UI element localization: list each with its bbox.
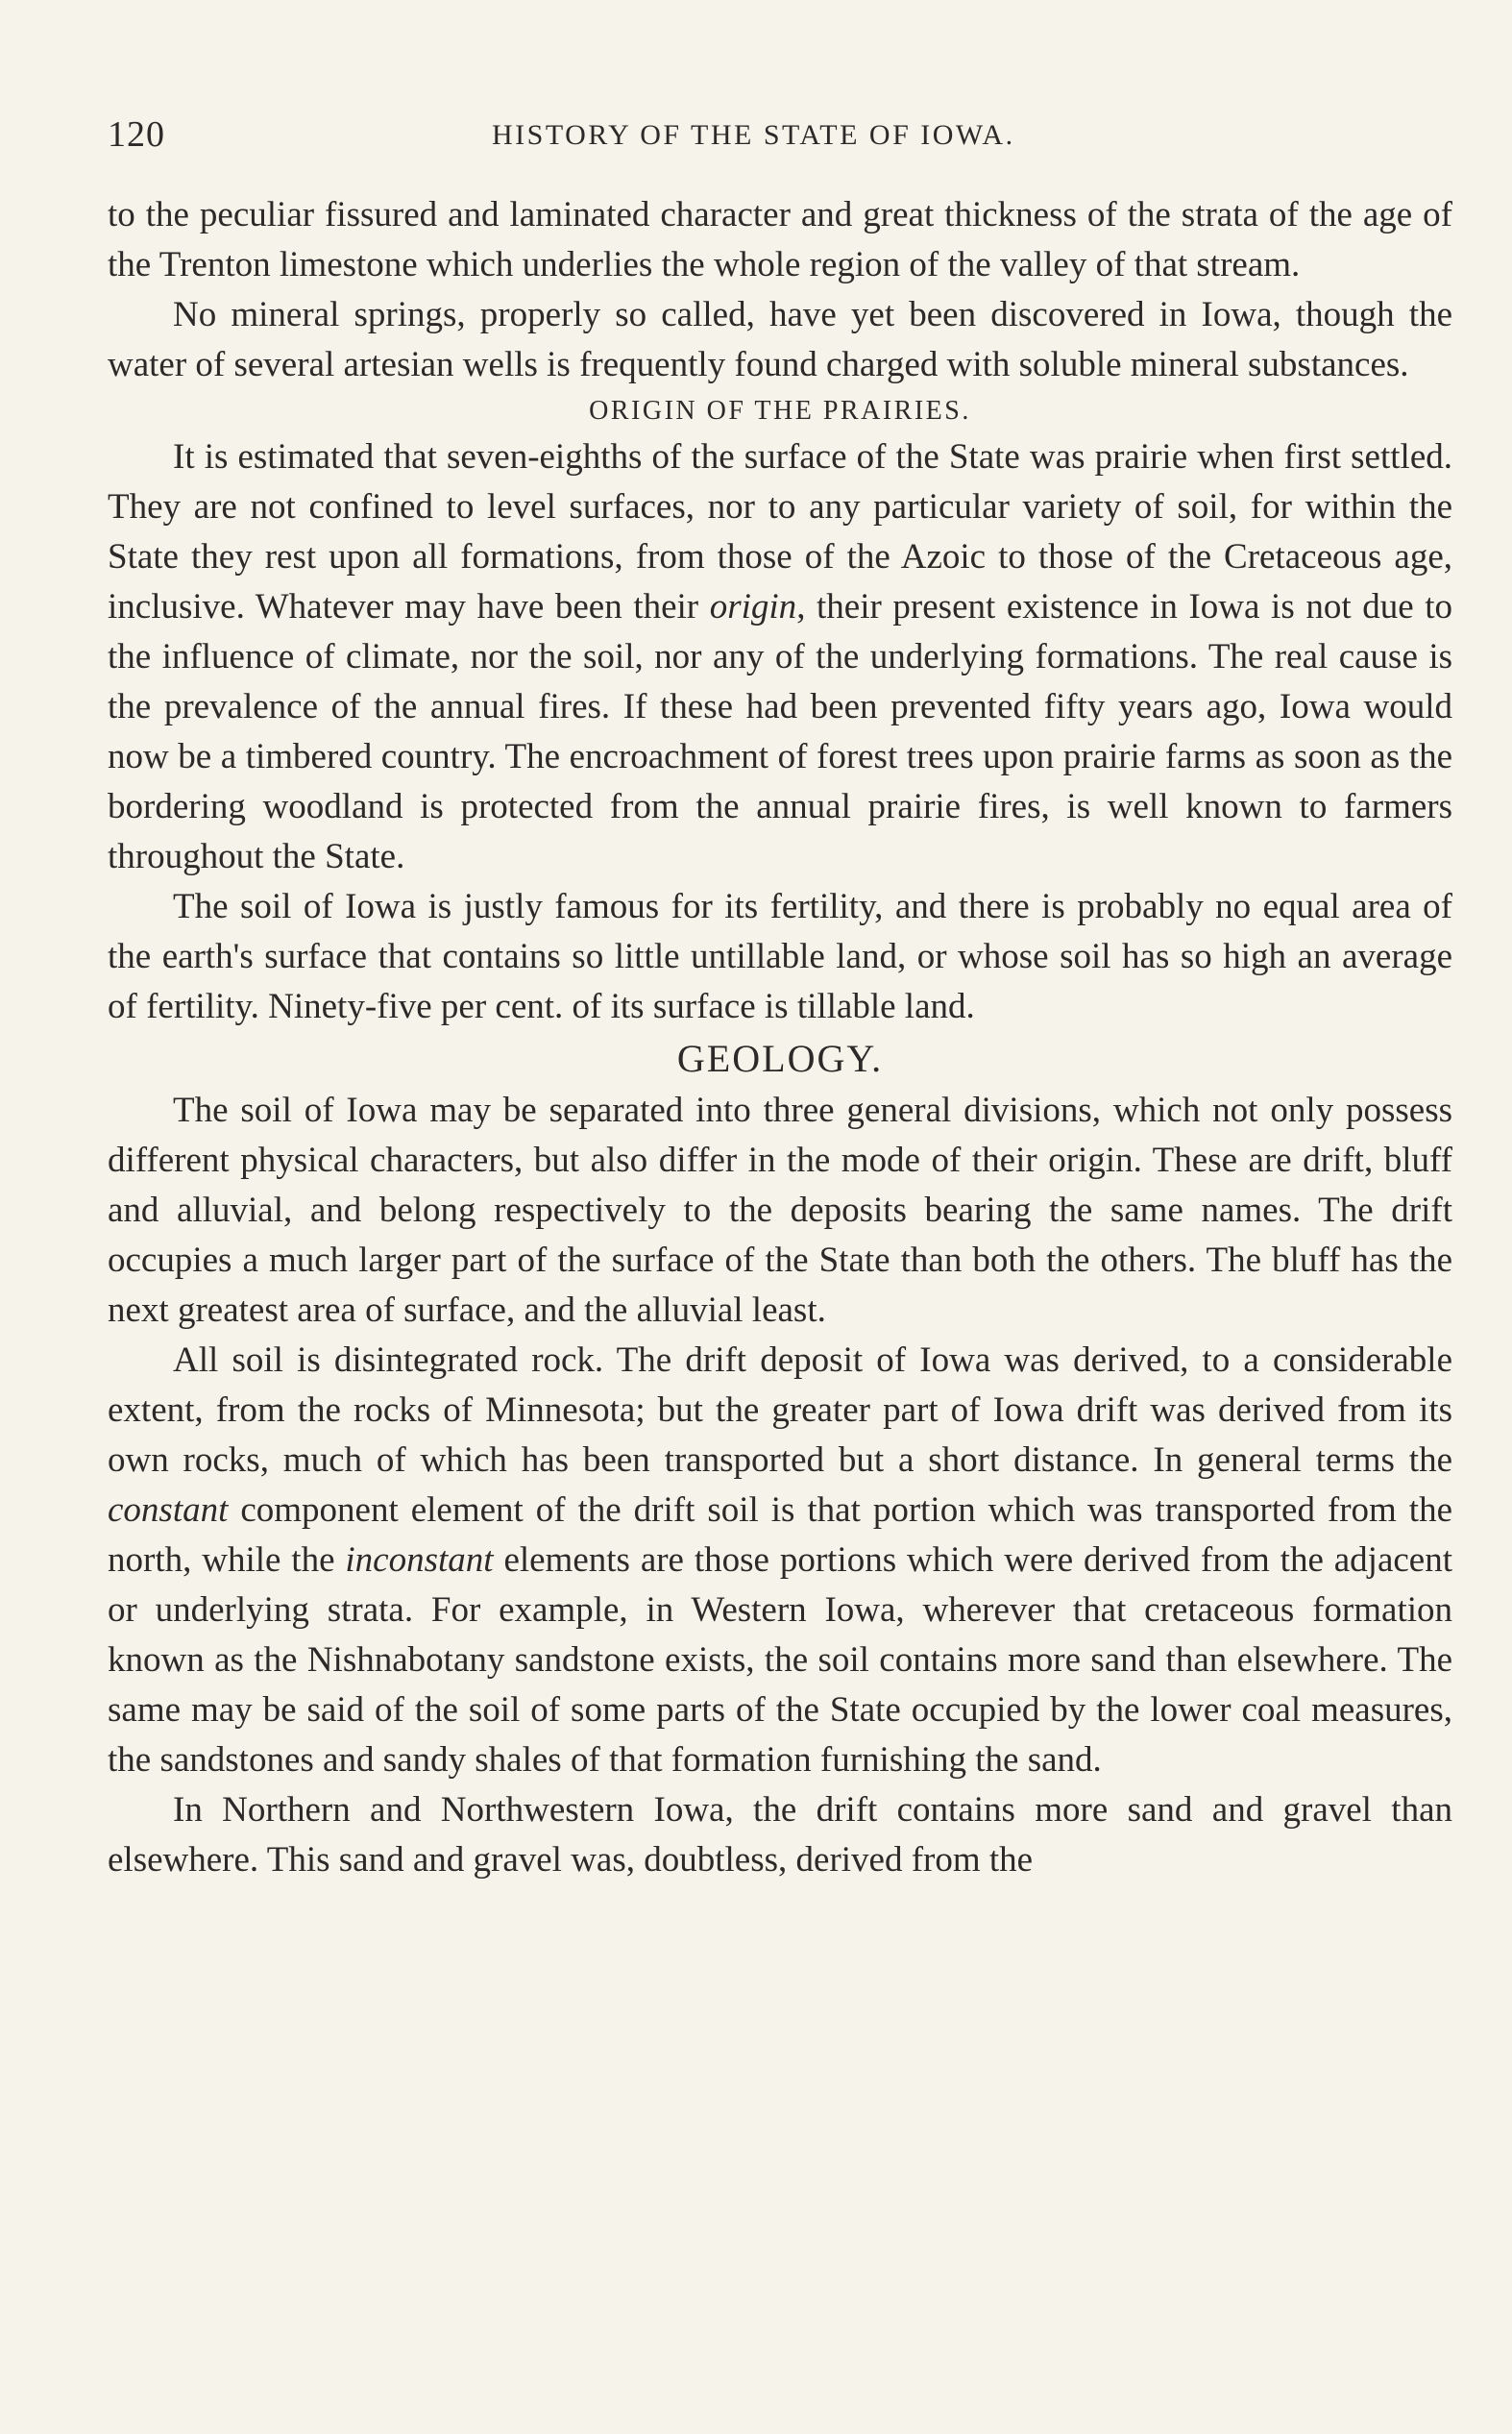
page-header <box>108 113 1452 161</box>
running-head: HISTORY OF THE STATE OF IOWA. <box>492 119 1015 151</box>
section-heading-prairies: ORIGIN OF THE PRAIRIES. <box>589 396 971 426</box>
paragraph-northern-drift: In Northern and Northwestern Iowa, the drift contains more sand and gravel than elsewhere. This sand and gravel was, doubtless, derived from the <box>108 1790 1452 1880</box>
paragraph-text: , their present existence in Iowa is not due to the influence of climate, nor the soil, nor any of the underlying formations. The real cause is the prevalence of the annual fires. If these had been prevented fifty years ago, Iowa would now be a timbered country. The encroachment of forest trees upon prairie farms as soon as the bordering woodland is protected from the annual prairie fires, is well known to farmers throughout the State. <box>108 587 1452 876</box>
paragraph-text: It is estimated that seven-eighths of the surface of the State was prairie when first settled. They are not confined to level surfaces, nor to any particular variety of soil, for within the State they rest upon all formations, from those of the Azoic to those of the Cretaceous age, inclusive. Whatever may have been their <box>108 437 1452 627</box>
emphasis-text: constant <box>108 1490 229 1530</box>
paragraph-prairies <box>108 432 1452 882</box>
paragraph-text: All soil is disintegrated rock. The drift deposit of Iowa was derived, to a considerable extent, from the rocks of Minnesota; but the greater part of Iowa drift was derived from its own rocks, much of which has been transported but a short distance. In general terms the <box>108 1340 1452 1480</box>
page-number: 120 <box>108 114 165 155</box>
paragraph-soil-divisions: The soil of Iowa may be separated into three general divisions, which not only possess different physical characters, but also differ in the mode of their origin. These are drift, bluff and alluvial, and belong respectively to the deposits bearing the same names. The drift occupies a much larger part of the surface of the State than both the others. The bluff has the next greatest area of surface, and the alluvial least. <box>108 1091 1452 1330</box>
emphasis-text: origin <box>709 587 797 627</box>
page-body <box>108 190 1452 1885</box>
paragraph-text: elements are those portions which were derived from the adjacent or underlying strata. For example, in Western Iowa, wherever that cretaceous formation known as the Nishnabotany sandstone exists, the soil contains more sand than elsewhere. The same may be said of the soil of some parts of the State occupied by the lower coal measures, the sandstones and sandy shales of that formation furnishing the sand. <box>108 1540 1452 1780</box>
paragraph-disintegrated-rock <box>108 1336 1452 1785</box>
paragraph-text: component element of the drift soil is that portion which was transported from the north, while the <box>108 1490 1452 1580</box>
paragraph-continuation: to the peculiar fissured and laminated character and great thickness of the strata of the age of the Trenton limestone which underlies the whole region of the valley of that stream. <box>108 195 1452 284</box>
paragraph-mineral-springs: No mineral springs, properly so called, have yet been discovered in Iowa, though the water of several artesian wells is frequently found charged with soluble mineral substances. <box>108 295 1452 384</box>
paragraph-soil-fertility: The soil of Iowa is justly famous for its fertility, and there is probably no equal area of the earth's surface that contains so little untillable land, or whose soil has so high an average of fertility. Ninety-five per cent. of its surface is tillable land. <box>108 887 1452 1026</box>
emphasis-text: inconstant <box>345 1540 494 1580</box>
section-heading-geology: GEOLOGY. <box>676 1037 884 1080</box>
